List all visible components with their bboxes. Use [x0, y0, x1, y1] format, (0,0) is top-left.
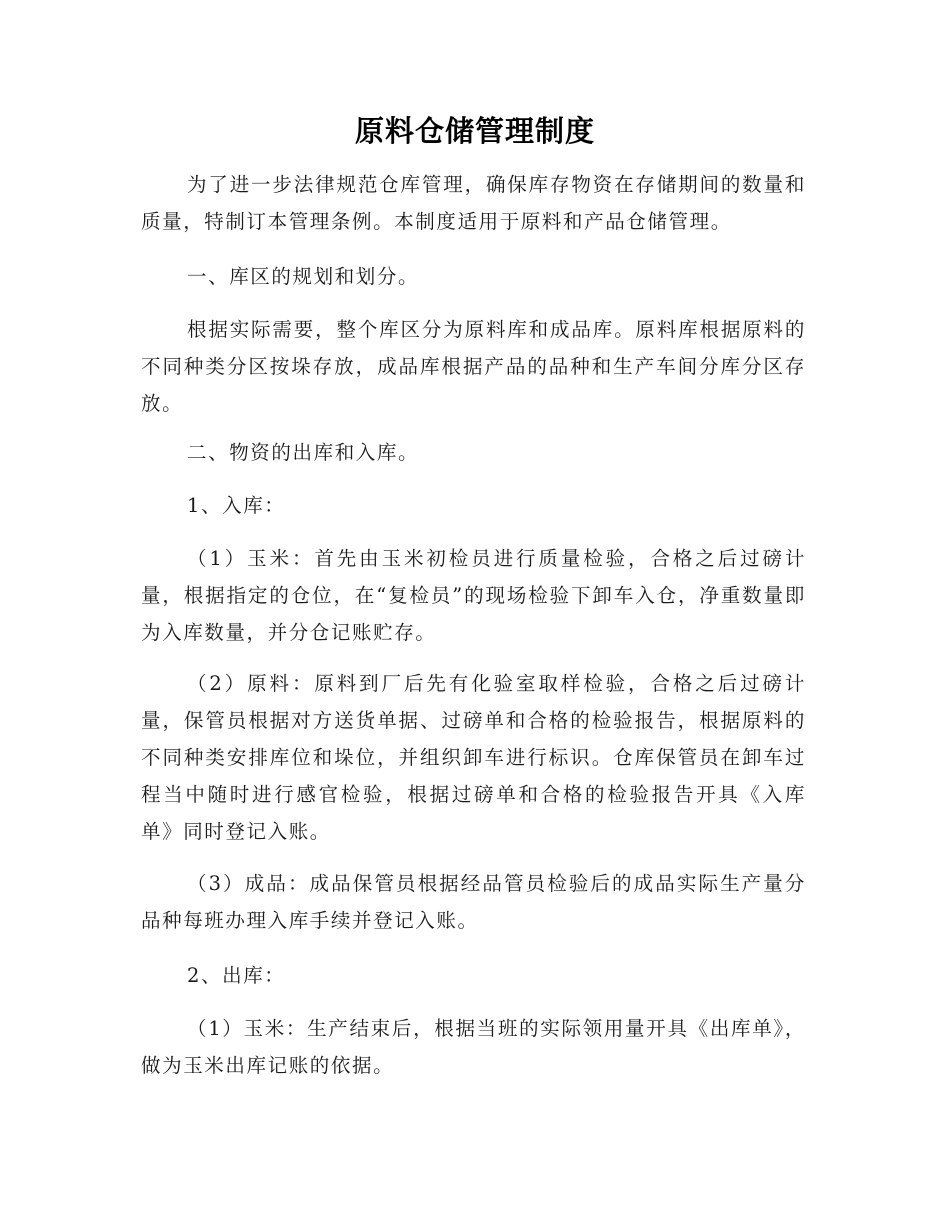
- section-heading-1: 一、库区的规划和划分。: [187, 265, 420, 288]
- paragraph-zone-planning: 根据实际需要，整个库区分为原料库和成品库。原料库根据原料的不同种类分区按垛存放，成品库根据产品的品种和生产车间分库分区存放。: [141, 318, 806, 415]
- paragraph-intro: 为了进一步法律规范仓库管理，确保库存物资在存储期间的数量和质量，特制订本管理条例。本制度适用于原料和产品仓储管理。: [141, 173, 806, 233]
- section-heading-2: 二、物资的出库和入库。: [187, 441, 420, 464]
- paragraph-inbound-finished-goods: （3）成品：成品保管员根据经品管员检验后的成品实际生产量分品种每班办理入库手续并登记入账。: [141, 872, 806, 932]
- paragraph-inbound-corn: （1）玉米：首先由玉米初检员进行质量检验，合格之后过磅计量，根据指定的仓位，在“复检员”的现场检验下卸车入仓，净重数量即为入库数量，并分仓记账贮存。: [141, 547, 806, 644]
- document-title: 原料仓储管理制度: [354, 114, 595, 148]
- paragraph-inbound-raw-material: （2）原料：原料到厂后先有化验室取样检验，合格之后过磅计量，保管员根据对方送货单据、过磅单和合格的检验报告，根据原料的不同种类安排库位和垛位，并组织卸车进行标识。仓库保管员在卸车过程当中随时进行感官检验，根据过磅单和合格的检验报告开具《入库单》同时登记入账。: [141, 672, 806, 843]
- subsection-heading-inbound: 1、入库：: [187, 494, 286, 517]
- paragraph-outbound-corn: （1）玉米：生产结束后，根据当班的实际领用量开具《出库单》，做为玉米出库记账的依据。: [141, 1017, 806, 1077]
- subsection-heading-outbound: 2、出库：: [187, 964, 286, 987]
